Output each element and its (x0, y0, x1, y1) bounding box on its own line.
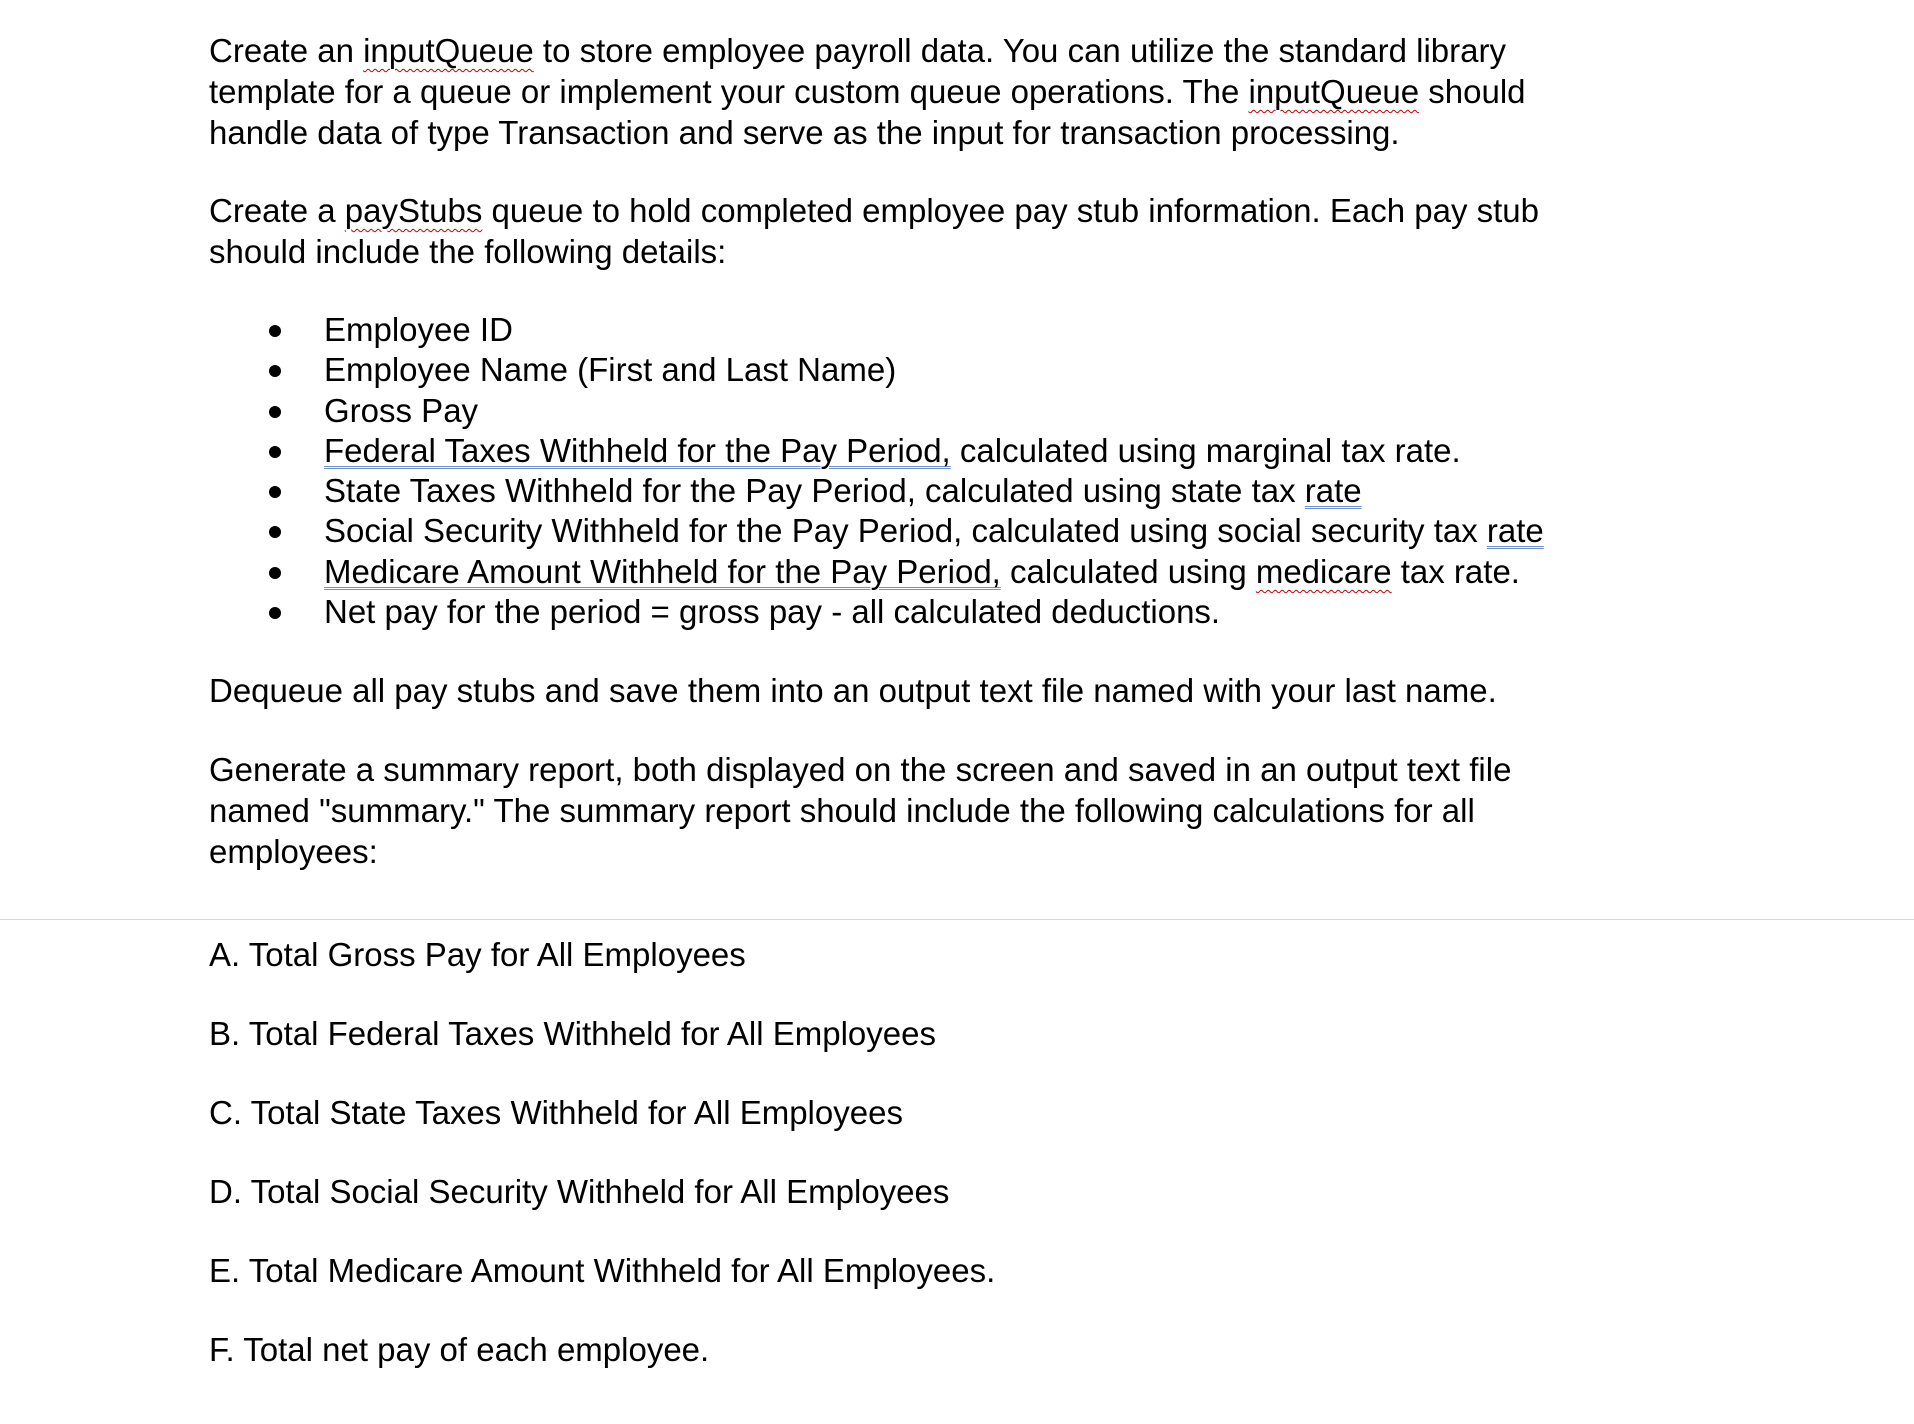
paragraph-line: employees: (209, 833, 378, 870)
paragraph-line: Generate a summary report, both displayed on the screen and saved in an output text file (209, 751, 1512, 788)
list-item: Employee ID (209, 310, 1544, 350)
list-item: Federal Taxes Withheld for the Pay Period, calculated using marginal tax rate. (209, 431, 1544, 471)
summary-item-a: A. Total Gross Pay for All Employees (209, 936, 746, 973)
summary-item-c: C. Total State Taxes Withheld for All Employees (209, 1094, 903, 1131)
spellcheck-word: medicare (1255, 552, 1392, 590)
paragraph-line: Create a payStubs queue to hold completed employee pay stub information. Each pay stub (209, 192, 1540, 229)
grammar-underlined-text: rate (1304, 472, 1362, 510)
paragraph-line: template for a queue or implement your custom queue operations. The inputQueue should (209, 73, 1526, 110)
bullet-icon (269, 325, 281, 337)
paragraph-dequeue: Dequeue all pay stubs and save them into an output text file named with your last name. (209, 672, 1497, 709)
list-item: Medicare Amount Withheld for the Pay Period, calculated using medicare tax rate. (209, 552, 1544, 592)
bullet-icon (269, 526, 281, 538)
grammar-underlined-text: rate (1486, 512, 1544, 550)
summary-item-e: E. Total Medicare Amount Withheld for All Employees. (209, 1252, 996, 1289)
summary-item-b: B. Total Federal Taxes Withheld for All Employees (209, 1015, 936, 1052)
paragraph-line: named "summary." The summary report should include the following calculations for all (209, 792, 1475, 829)
paragraph-summary-report (209, 749, 1769, 872)
paragraph-input-queue (209, 30, 1769, 153)
paragraph-line: should include the following details: (209, 233, 727, 270)
spellcheck-word: inputQueue (363, 32, 534, 69)
bullet-icon (269, 567, 281, 579)
summary-item-d: D. Total Social Security Withheld for All Employees (209, 1173, 950, 1210)
bullet-icon (269, 446, 281, 458)
list-item: State Taxes Withheld for the Pay Period, calculated using state tax rate (209, 471, 1544, 511)
paragraph-line: handle data of type Transaction and serve as the input for transaction processing. (209, 114, 1400, 151)
bullet-icon (269, 486, 281, 498)
grammar-underlined-text: Medicare Amount Withheld for the Pay Period, (324, 552, 1001, 590)
list-item: Gross Pay (209, 391, 1544, 431)
spellcheck-word: payStubs (344, 192, 483, 229)
grammar-underlined-text: Federal Taxes Withheld for the Pay Period, (324, 431, 951, 469)
list-item: Employee Name (First and Last Name) (209, 350, 1544, 390)
bullet-icon (269, 365, 281, 377)
bullet-icon (269, 406, 281, 418)
page-break-divider (0, 919, 1914, 920)
list-item: Social Security Withheld for the Pay Period, calculated using social security tax rate (209, 511, 1544, 551)
paragraph-pay-stubs (209, 190, 1769, 272)
paragraph-line: Create an inputQueue to store employee payroll data. You can utilize the standard library (209, 32, 1506, 69)
pay-stub-details-list (209, 310, 1544, 632)
summary-item-f: F. Total net pay of each employee. (209, 1331, 710, 1368)
bullet-icon (269, 607, 281, 619)
spellcheck-word: inputQueue (1248, 73, 1420, 110)
list-item: Net pay for the period = gross pay - all calculated deductions. (209, 592, 1544, 632)
